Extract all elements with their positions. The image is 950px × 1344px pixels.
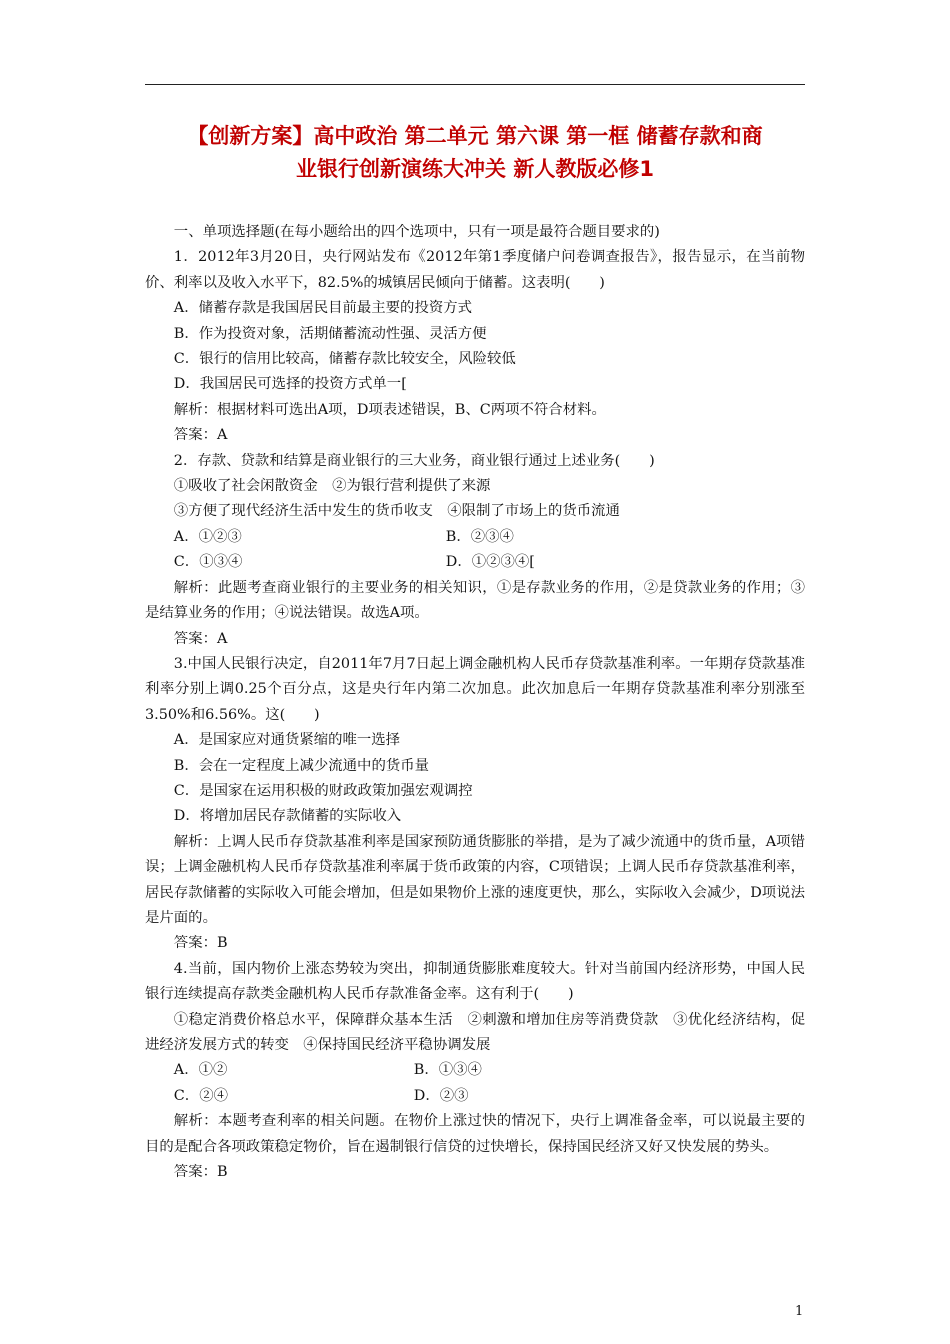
q4-option-a: A．①② [173,1062,228,1079]
q3-option-a: A．是国家应对通货紧缩的唯一选择 [173,732,401,749]
q4-answer: 答案：B [173,1164,228,1181]
q2-analysis: 解析：此题考查商业银行的主要业务的相关知识，①是存款业务的作用，②是贷款业务的作用；③是结算业务的作用；④说法错误。故选A项。 [145,579,805,622]
q2-options-row-2 [145,550,805,575]
q1-option-c: C．银行的信用比较高，储蓄存款比较安全，风险较低 [173,351,516,368]
q4-option-b: B．①③④ [413,1062,482,1079]
q2-option-a: A．①②③ [173,528,242,545]
q1-stem: 1．2012年3月20日，央行网站发布《2012年第1季度储户问卷调查报告》，报告显示，在当前物价、利率以及收入水平下，82.5%的城镇居民倾向于储蓄。这表明( ) [145,249,805,291]
page-number: 1 [795,1304,804,1319]
title-line-2: 业银行创新演练大冲关 新人教版必修1 [296,157,654,181]
q3-option-c: C．是国家在运用积极的财政政策加强宏观调控 [173,782,473,799]
q4-options-row-1 [145,1058,805,1083]
q2-statements-12: ①吸收了社会闲散资金 ②为银行营利提供了来源 [173,478,491,495]
q1-option-a: A．储蓄存款是我国居民目前最主要的投资方式 [173,300,473,317]
q4-option-c: C．②④ [173,1087,228,1104]
q2-option-d: D．①②③④[ [445,554,535,571]
q3-stem: 3.中国人民银行决定，自2011年7月7日起上调金融机构人民币存贷款基准利率。一年期存贷款基准利率分别上调0.25个百分点，这是央行年内第二次加息。此次加息后一年期存贷款基准利率分别涨至3.50%和6.56%。这( ) [145,655,805,723]
q4-stem: 4.当前，国内物价上涨态势较为突出，抑制通货膨胀难度较大。针对当前国内经济形势，中国人民银行连续提高存款类金融机构人民币存款准备金率。这有利于( ) [145,960,805,1003]
document-body [145,220,805,1185]
q1-option-b: B．作为投资对象，活期储蓄流动性强、灵活方便 [173,325,487,342]
q2-option-c: C．①③④ [173,554,243,571]
q3-answer: 答案：B [173,935,228,952]
q1-option-d: D．我国居民可选择的投资方式单一[ [173,376,407,393]
q2-option-b: B．②③④ [445,528,514,545]
q4-option-d: D．②③ [413,1087,469,1104]
q2-statements-34: ③方便了现代经济生活中发生的货币收支 ④限制了市场上的货币流通 [173,503,620,520]
q4-options-row-2 [145,1084,805,1109]
q4-analysis: 解析：本题考查利率的相关问题。在物价上涨过快的情况下，央行上调准备金率，可以说最主要的目的是配合各项政策稳定物价，旨在遏制银行信贷的过快增长，保持国民经济又好又快发展的势头。 [145,1113,805,1155]
q3-option-d: D．将增加居民存款储蓄的实际收入 [173,808,402,825]
q1-analysis: 解析：根据材料可选出A项，D项表述错误，B、C两项不符合材料。 [173,401,606,418]
q2-stem: 2．存款、贷款和结算是商业银行的三大业务，商业银行通过上述业务( ) [173,452,655,469]
q3-option-b: B．会在一定程度上减少流通中的货币量 [173,757,430,774]
section-heading: 一、单项选择题(在每小题给出的四个选项中，只有一项是最符合题目要求的) [173,224,660,240]
q3-analysis: 解析：上调人民币存贷款基准利率是国家预防通货膨胀的举措，是为了减少流通中的货币量，A项错误；上调金融机构人民币存贷款基准利率属于货币政策的内容，C项错误；上调人民币存贷款基准利率，居民存款储蓄的实际收入可能会增加，但是如果物价上涨的速度更快，那么，实际收入会减少，D项说法是片面的。 [145,833,805,926]
q2-answer: 答案：A [173,630,228,647]
q4-statements: ①稳定消费价格总水平，保障群众基本生活 ②刺激和增加住房等消费贷款 ③优化经济结构，促进经济发展方式的转变 ④保持国民经济平稳协调发展 [145,1011,805,1053]
q2-options-row-1 [145,525,805,550]
title-line-1: 【创新方案】高中政治 第二单元 第六课 第一框 储蓄存款和商 [187,124,763,148]
document-title [145,120,805,186]
q1-answer: 答案：A [173,427,228,444]
header-rule [145,84,805,85]
